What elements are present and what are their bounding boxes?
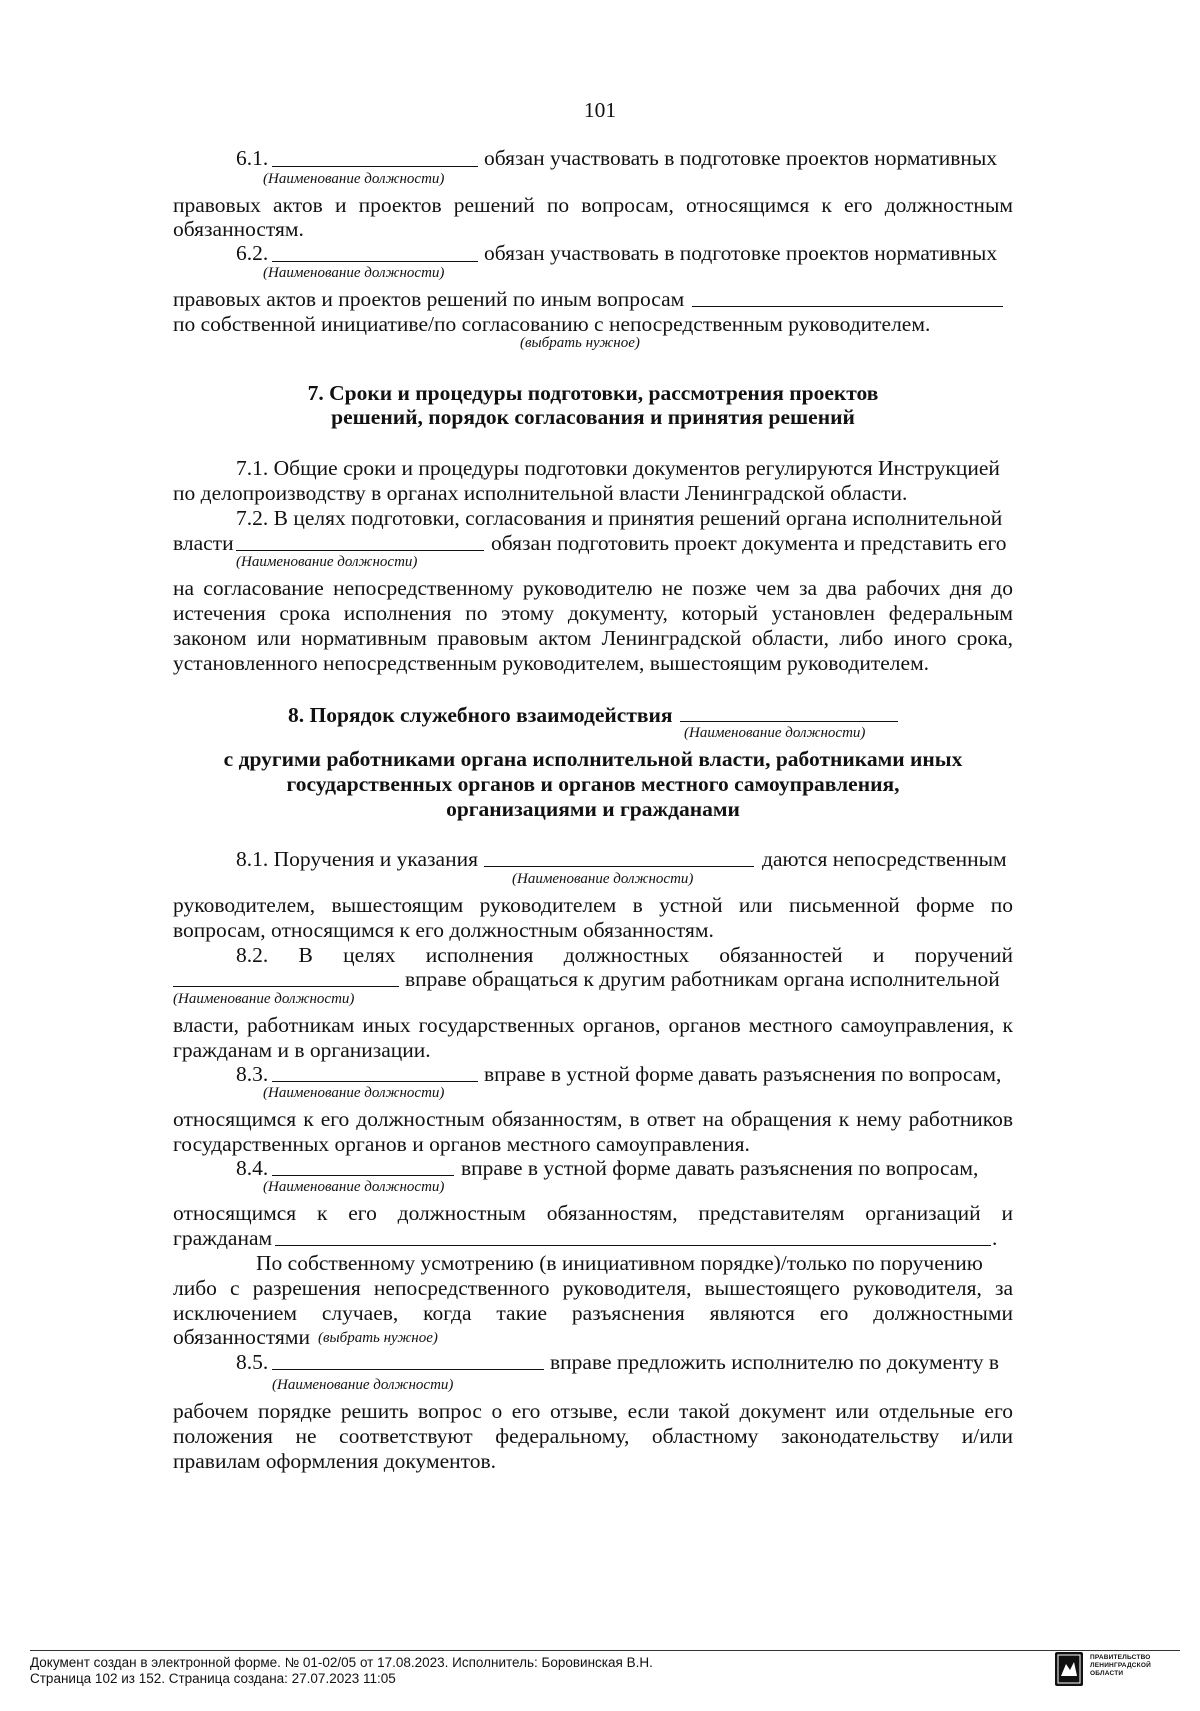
paragraph-line: даются непосредственным	[762, 847, 1007, 871]
paragraph-line: установленного непосредственным руководителем, вышестоящим руководителем.	[173, 651, 930, 675]
position-blank-8-2[interactable]	[173, 986, 399, 987]
section-7-heading: решений, порядок согласования и принятия решений	[331, 405, 855, 429]
section-7-heading: 7. Сроки и процедуры подготовки, рассмотрения проектов	[307, 381, 879, 405]
paragraph-line: исключением случаев, когда такие разъяснения являются его должностными	[173, 1301, 1013, 1325]
choose-caption: (выбрать нужное)	[318, 1330, 438, 1346]
paragraph-line: положения не соответствуют федеральному, областному законодательству и/или	[173, 1424, 1013, 1448]
paragraph-line: по делопроизводству в органах исполнительной власти Ленинградской области.	[173, 481, 908, 505]
position-caption: (Наименование должности)	[263, 1085, 445, 1101]
footer-page-info: Страница 102 из 152. Страница создана: 27.07.2023 11:05	[30, 1671, 396, 1686]
paragraph-line: правовых актов и проектов решений по иным вопросам	[173, 287, 685, 311]
paragraph-line: рабочем порядке решить вопрос о его отзыве, если такой документ или отдельные его	[173, 1399, 1013, 1423]
paragraph-line: гражданам и в организации.	[173, 1038, 431, 1062]
position-blank-8-3[interactable]	[272, 1081, 478, 1082]
position-caption: (Наименование должности)	[263, 265, 445, 281]
position-caption: (Наименование должности)	[173, 991, 355, 1007]
position-blank-8-1[interactable]	[484, 866, 754, 867]
position-blank-8-4[interactable]	[272, 1175, 454, 1176]
paragraph-line: вправе в устной форме давать разъяснения по вопросам,	[461, 1156, 979, 1180]
paragraph-line: 7.1. Общие сроки и процедуры подготовки документов регулируются Инструкцией	[236, 456, 1000, 480]
footer-divider	[30, 1650, 1180, 1651]
paragraph-line: вправе в устной форме давать разъяснения по вопросам,	[484, 1062, 1002, 1086]
paragraph-line: вопросам, относящимся к его должностным обязанностям.	[173, 918, 714, 942]
paragraph-line: по собственной инициативе/по согласованию с непосредственным руководителем.	[173, 312, 931, 336]
item-6-2-text: обязан участвовать в подготовке проектов нормативных	[484, 241, 998, 265]
paragraph-line: 8.1. Поручения и указания	[236, 847, 478, 871]
paragraph-line: правилам оформления документов.	[173, 1449, 497, 1473]
item-8-5-number: 8.5.	[236, 1350, 269, 1374]
item-8-4-number: 8.4.	[236, 1156, 269, 1180]
section-8-heading: государственных органов и органов местного самоуправления,	[286, 772, 900, 796]
government-logo-text: ПРАВИТЕЛЬСТВО ЛЕНИНГРАДСКОЙ ОБЛАСТИ	[1090, 1654, 1151, 1677]
position-caption: (Наименование должности)	[236, 554, 418, 570]
position-blank-7-2[interactable]	[236, 550, 484, 551]
paragraph-line: По собственному усмотрению (в инициативном порядке)/только по поручению	[256, 1251, 983, 1275]
paragraph-line: на согласование непосредственному руководителю не позже чем за два рабочих дня до	[173, 576, 1013, 600]
page-number: 101	[583, 98, 617, 122]
paragraph-line: законом или нормативным правовым актом Ленинградской области, либо иного срока,	[173, 626, 1013, 650]
paragraph-line: истечения срока исполнения по этому документу, который установлен федеральным	[173, 601, 1013, 625]
section-8-heading: 8. Порядок служебного взаимодействия	[288, 703, 673, 727]
recipients-blank[interactable]	[275, 1245, 991, 1246]
paragraph-line: относящимся к его должностным обязанностям, в ответ на обращения к нему работников	[173, 1107, 1013, 1131]
choose-caption: (выбрать нужное)	[520, 335, 640, 351]
paragraph-line: обязанностям.	[173, 217, 304, 241]
paragraph-line: либо с разрешения непосредственного руководителя, вышестоящего руководителя, за	[173, 1276, 1013, 1300]
position-caption: (Наименование должности)	[684, 725, 866, 741]
paragraph-line: 8.2. В целях исполнения должностных обязанностей и поручений	[236, 943, 1013, 967]
section-8-heading: с другими работниками органа исполнительной власти, работниками иных	[223, 747, 963, 771]
footer-document-info: Документ создан в электронной форме. № 01-02/05 от 17.08.2023. Исполнитель: Боровинская В.Н.	[30, 1655, 653, 1670]
position-blank-6-2[interactable]	[272, 261, 478, 262]
position-blank-8[interactable]	[680, 721, 898, 722]
position-caption: (Наименование должности)	[263, 1179, 445, 1195]
other-questions-blank[interactable]	[692, 306, 1003, 307]
position-blank-6-1[interactable]	[272, 166, 478, 167]
paragraph-line: вправе обращаться к другим работникам органа исполнительной	[405, 967, 1000, 991]
paragraph-line: обязан подготовить проект документа и представить его	[491, 531, 1007, 555]
paragraph-line: вправе предложить исполнителю по документу в	[550, 1350, 1000, 1374]
item-8-3-number: 8.3.	[236, 1062, 269, 1086]
paragraph-line: 7.2. В целях подготовки, согласования и принятия решений органа исполнительной	[236, 506, 1003, 530]
paragraph-line: власти, работникам иных государственных органов, органов местного самоуправления, к	[173, 1013, 1013, 1037]
paragraph-line: .	[992, 1226, 998, 1250]
paragraph-line: власти	[173, 531, 234, 555]
paragraph-line: государственных органов и органов местного самоуправления.	[173, 1132, 750, 1156]
position-caption: (Наименование должности)	[263, 171, 445, 187]
paragraph-line: руководителем, вышестоящим руководителем в устной или письменной форме по	[173, 893, 1013, 917]
item-6-2-number: 6.2.	[236, 241, 269, 265]
paragraph-line: обязанностями	[173, 1325, 311, 1349]
position-caption: (Наименование должности)	[272, 1377, 454, 1393]
position-caption: (Наименование должности)	[512, 871, 694, 887]
paragraph-line: относящимся к его должностным обязанностям, представителям организаций и	[173, 1201, 1013, 1225]
government-emblem-icon	[1055, 1652, 1083, 1686]
paragraph-line: гражданам	[173, 1226, 273, 1250]
section-8-heading: организациями и гражданами	[446, 797, 740, 821]
paragraph-line: правовых актов и проектов решений по вопросам, относящимся к его должностным	[173, 193, 1013, 217]
item-6-1-number: 6.1.	[236, 146, 269, 170]
item-6-1-text: обязан участвовать в подготовке проектов нормативных	[484, 146, 998, 170]
position-blank-8-5[interactable]	[272, 1369, 544, 1370]
